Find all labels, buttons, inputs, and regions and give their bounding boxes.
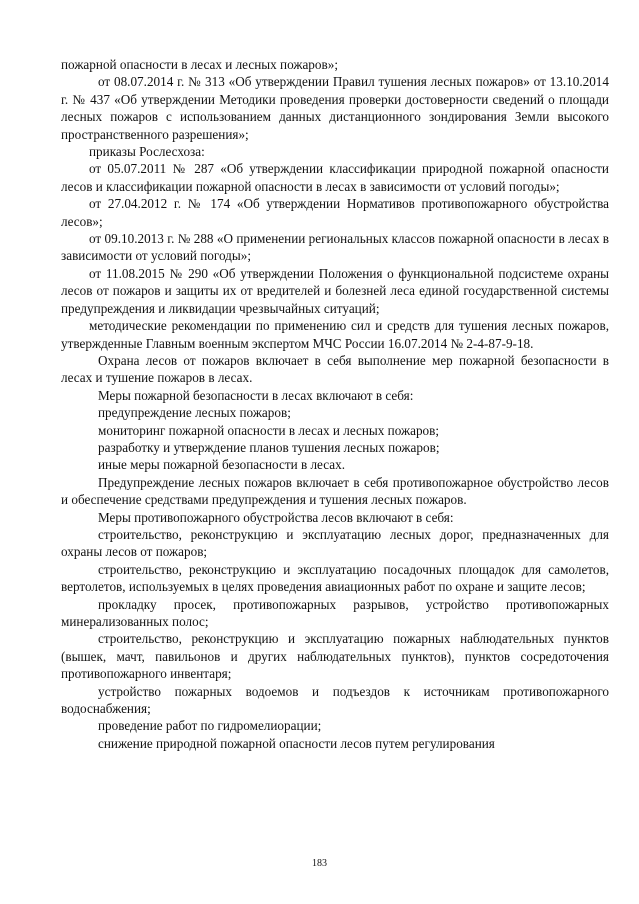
paragraph: снижение природной пожарной опасности лесов путем регулирования bbox=[98, 735, 495, 751]
paragraph: приказы Рослесхоза: bbox=[89, 144, 205, 160]
paragraph: проведение работ по гидромелиорации; bbox=[98, 718, 322, 734]
paragraph: пожарной опасности в лесах и лесных пожаров»; bbox=[61, 57, 338, 72]
paragraph: разработку и утверждение планов тушения лесных пожаров; bbox=[98, 439, 440, 455]
paragraph: строительство, реконструкцию и эксплуатацию посадочных площадок для самолетов, вертолетов, используемых в целях проведения авиационных работ по охране и защите лесов; bbox=[61, 561, 609, 595]
paragraph: мониторинг пожарной опасности в лесах и лесных пожаров; bbox=[98, 422, 440, 438]
paragraph: от 11.08.2015 № 290 «Об утверждении Положения о функциональной подсистеме охраны лесов от пожаров и защиты их от вредителей и болезней леса единой государственной системы предупреждения и ликвидации чрезвычайных ситуаций; bbox=[61, 265, 609, 316]
document-body bbox=[61, 56, 609, 752]
paragraph: Охрана лесов от пожаров включает в себя выполнение мер пожарной безопасности в лесах и тушение пожаров в лесах. bbox=[61, 352, 609, 386]
paragraph: от 05.07.2011 № 287 «Об утверждении классификации природной пожарной опасности лесов и классификации пожарной опасности в лесах в зависимости от условий погоды»; bbox=[61, 161, 609, 194]
paragraph: Меры противопожарного обустройства лесов включают в себя: bbox=[98, 509, 454, 525]
paragraph: строительство, реконструкцию и эксплуатацию пожарных наблюдательных пунктов (вышек, мачт, павильонов и других наблюдательных пунктов), пунктов сосредоточения противопожарного инвентаря; bbox=[61, 631, 609, 682]
paragraph: строительство, реконструкцию и эксплуатацию лесных дорог, предназначенных для охраны лесов от пожаров; bbox=[61, 526, 609, 560]
page-number: 183 bbox=[312, 858, 327, 869]
paragraph: Предупреждение лесных пожаров включает в себя противопожарное обустройство лесов и обеспечение средствами предупреждения и тушения лесных пожаров. bbox=[61, 474, 609, 508]
paragraph: Меры пожарной безопасности в лесах включают в себя: bbox=[98, 387, 414, 403]
paragraph: иные меры пожарной безопасности в лесах. bbox=[98, 457, 345, 473]
paragraph: от 08.07.2014 г. № 313 «Об утверждении Правил тушения лесных пожаров» от 13.10.2014 г. № 437 «Об утверждении Методики проведения проверки достоверности сведений о площади лесных пожаров с использованием данных дистанционного зондирования Земли высокого пространственного разрешения»; bbox=[61, 74, 609, 142]
paragraph: прокладку просек, противопожарных разрывов, устройство противопожарных минерализованных полос; bbox=[61, 596, 609, 629]
paragraph: устройство пожарных водоемов и подъездов к источникам противопожарного водоснабжения; bbox=[61, 683, 609, 717]
paragraph: методические рекомендации по применению сил и средств для тушения лесных пожаров, утвержденные Главным военным экспертом МЧС России 16.07.2014 № 2-4-87-9-18. bbox=[61, 318, 609, 351]
paragraph: от 27.04.2012 г. № 174 «Об утверждении Нормативов противопожарного обустройства лесов»; bbox=[61, 196, 609, 229]
paragraph: предупреждение лесных пожаров; bbox=[98, 405, 291, 421]
paragraph: от 09.10.2013 г. № 288 «О применении региональных классов пожарной опасности в лесах в зависимости от условий погоды»; bbox=[61, 231, 609, 264]
